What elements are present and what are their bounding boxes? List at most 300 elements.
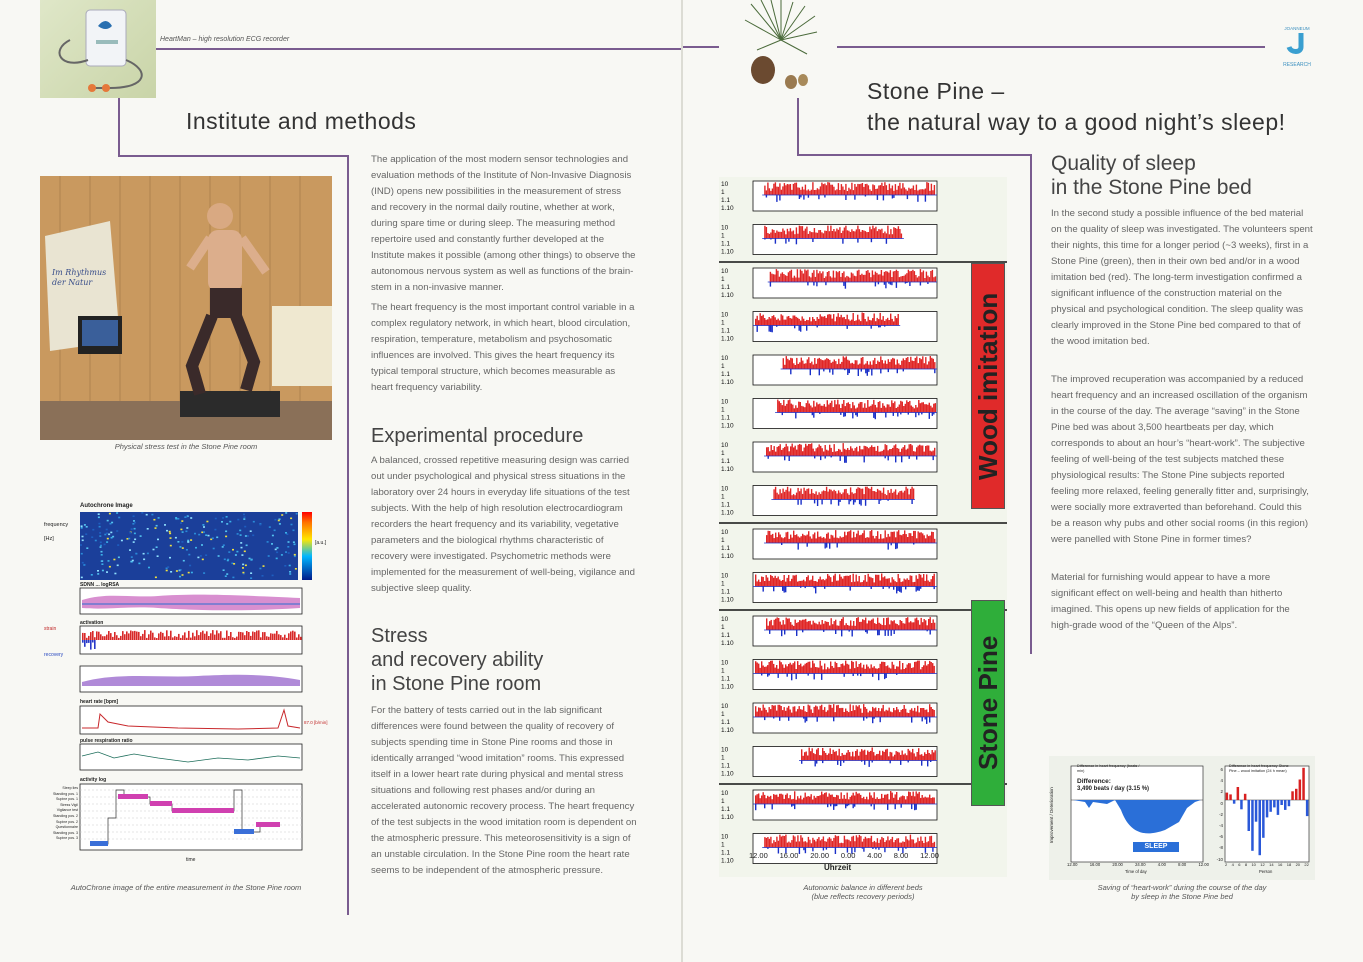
strip-activation-mark bbox=[789, 539, 790, 543]
strip-activation-mark bbox=[905, 836, 906, 847]
strip-activation-mark bbox=[878, 575, 879, 587]
spectrogram-cell bbox=[117, 565, 119, 567]
strip-activation-mark bbox=[818, 579, 819, 586]
spectrogram-cell bbox=[135, 553, 137, 555]
strip-activation-mark bbox=[847, 493, 848, 499]
strip-activation-mark bbox=[901, 796, 902, 804]
strip-activation-mark bbox=[811, 321, 812, 325]
strip-activation-mark bbox=[806, 227, 807, 239]
spectrogram-cell bbox=[285, 532, 287, 534]
activation-bar bbox=[134, 631, 136, 640]
autochrone-panel-activity: activity log bbox=[80, 777, 107, 783]
strip-activation-mark bbox=[812, 661, 813, 674]
activity-row-1: Sleep lies bbox=[62, 786, 78, 790]
strip-activation-mark bbox=[923, 843, 924, 848]
strip-activation-mark bbox=[911, 752, 912, 760]
recovery-bar bbox=[86, 640, 88, 643]
spectrogram-cell bbox=[285, 512, 287, 514]
strip-activation-mark bbox=[862, 798, 863, 804]
strip-activation-mark bbox=[764, 186, 765, 195]
strip-activation-mark bbox=[916, 842, 917, 847]
strip-activation-mark bbox=[850, 189, 851, 195]
strip-activation-mark bbox=[844, 358, 845, 369]
strip-activation-mark bbox=[926, 754, 927, 761]
strip-activation-mark bbox=[781, 837, 782, 848]
strip-activation-mark bbox=[929, 582, 930, 587]
spectrogram-cell bbox=[107, 538, 109, 540]
spectrogram-cell bbox=[240, 534, 242, 536]
strip-activation-mark bbox=[898, 186, 899, 195]
spectrogram-cell bbox=[205, 534, 207, 536]
strip-recovery-mark bbox=[849, 369, 850, 373]
strip-recovery-mark bbox=[917, 195, 918, 202]
strip-activation-mark bbox=[913, 186, 914, 196]
strip-recovery-mark bbox=[878, 674, 879, 681]
strip-recovery-mark bbox=[929, 413, 930, 419]
strip-activation-mark bbox=[842, 273, 843, 282]
strip-activation-mark bbox=[851, 711, 852, 717]
strip-activation-mark bbox=[788, 400, 789, 412]
strip-activation-mark bbox=[823, 537, 824, 543]
spectrogram-cell bbox=[237, 533, 239, 535]
strip-recovery-mark bbox=[810, 369, 811, 375]
strip-activation-mark bbox=[794, 495, 795, 499]
activation-bar bbox=[278, 634, 280, 640]
strip-activation-mark bbox=[892, 621, 893, 630]
spectrogram-cell bbox=[182, 547, 184, 549]
strip-activation-mark bbox=[874, 358, 875, 369]
strip-recovery-mark bbox=[895, 456, 896, 462]
strip-activation-mark bbox=[822, 360, 823, 369]
strip-activation-mark bbox=[862, 668, 863, 674]
strip-recovery-mark bbox=[781, 630, 782, 636]
strip-recovery-mark bbox=[917, 587, 918, 591]
strip-activation-mark bbox=[775, 452, 776, 456]
strip-y-tick: 1.10 bbox=[721, 640, 734, 647]
strip-activation-mark bbox=[790, 446, 791, 456]
strip-activation-mark bbox=[929, 704, 930, 717]
strip-activation-mark bbox=[850, 530, 851, 543]
photo-caption: Physical stress test in the Stone Pine room bbox=[114, 442, 258, 451]
strip-activation-mark bbox=[898, 800, 899, 804]
strip-recovery-mark bbox=[897, 543, 898, 549]
strip-activation-mark bbox=[904, 669, 905, 674]
photo-poster-text: Im Rhythmus der Natur bbox=[52, 268, 107, 287]
strip-activation-mark bbox=[902, 183, 903, 195]
strip-activation-mark bbox=[920, 708, 921, 717]
strip-x-label: Uhrzeit bbox=[824, 863, 852, 872]
strip-activation-mark bbox=[827, 755, 828, 761]
strip-activation-mark bbox=[865, 837, 866, 848]
strip-x-tick-1: 12.00 bbox=[749, 851, 768, 860]
strip-activation-mark bbox=[869, 227, 870, 239]
strip-recovery-mark bbox=[867, 630, 868, 634]
strip-activation-mark bbox=[800, 402, 801, 413]
strip-activation-mark bbox=[808, 357, 809, 369]
strip-activation-mark bbox=[857, 667, 858, 674]
strip-activation-mark bbox=[934, 185, 935, 195]
strip-activation-mark bbox=[788, 575, 789, 587]
activation-bar bbox=[104, 636, 106, 640]
strip-activation-mark bbox=[932, 270, 933, 282]
hw-left-x-tick-6: 8.00 bbox=[1178, 862, 1187, 867]
activation-bar bbox=[246, 631, 248, 640]
strip-row bbox=[721, 181, 937, 212]
strip-activation-mark bbox=[788, 798, 789, 804]
strip-activation-mark bbox=[886, 840, 887, 847]
strip-activation-mark bbox=[872, 668, 873, 674]
strip-activation-mark bbox=[881, 229, 882, 239]
strip-recovery-mark bbox=[835, 630, 836, 634]
strip-activation-mark bbox=[845, 319, 846, 325]
spectrogram-cell bbox=[82, 562, 84, 564]
strip-activation-mark bbox=[811, 489, 812, 500]
strip-activation-mark bbox=[827, 839, 828, 848]
hw-y-tick-5: -2 bbox=[1219, 811, 1223, 817]
strip-activation-mark bbox=[932, 797, 933, 804]
strip-activation-mark bbox=[917, 794, 918, 804]
strip-activation-mark bbox=[773, 274, 774, 282]
strip-activation-mark bbox=[814, 190, 815, 195]
strip-activation-mark bbox=[784, 183, 785, 195]
autochrone-image-title: Autochrone Image bbox=[80, 503, 133, 509]
strip-recovery-mark bbox=[773, 587, 774, 592]
strip-activation-mark bbox=[893, 842, 894, 847]
strip-activation-mark bbox=[905, 580, 906, 587]
strip-activation-mark bbox=[791, 190, 792, 195]
activation-bar bbox=[210, 633, 212, 640]
spectrogram-cell bbox=[111, 522, 113, 524]
strip-activation-mark bbox=[814, 796, 815, 804]
strip-y-tick: 1 bbox=[721, 189, 725, 196]
strip-activation-mark bbox=[898, 838, 899, 847]
spectrogram-cell bbox=[180, 529, 182, 531]
spectrogram-cell bbox=[182, 574, 184, 576]
spectrogram-cell bbox=[99, 535, 101, 537]
strip-activation-mark bbox=[883, 577, 884, 586]
strip-recovery-mark bbox=[888, 369, 889, 372]
strip-recovery-mark bbox=[763, 587, 764, 592]
strip-activation-mark bbox=[913, 582, 914, 586]
strip-activation-mark bbox=[921, 272, 922, 282]
strip-activation-mark bbox=[835, 321, 836, 325]
strip-activation-mark bbox=[811, 580, 812, 587]
strip-recovery-mark bbox=[787, 674, 788, 677]
strip-activation-mark bbox=[922, 578, 923, 587]
strip-recovery-mark bbox=[877, 195, 878, 200]
strip-activation-mark bbox=[793, 184, 794, 195]
strip-activation-mark bbox=[887, 749, 888, 761]
strip-row bbox=[721, 225, 937, 256]
strip-activation-mark bbox=[809, 276, 810, 282]
strip-activation-mark bbox=[777, 617, 778, 630]
strip-activation-mark bbox=[778, 232, 779, 239]
quality-paragraph-2: The improved recuperation was accompanied by a reduced heart frequency and an increased oscillation of the organism in the course of the day. The average “saving” in the Stone Pine bed was about 3,500 heartbeats per day, which corresponds to about an hour’s “heart-work”. The subjective feeling of well-being of the test subjects matched these physiological results: The Stone Pine subjects reported feeling more relaxed, feeling generally fitter and, surprisingly, were socially more extraverted than beforehand. Could this be a reason why pubs and other social rooms (in this region) were panelled with Stone Pine in former times? bbox=[1051, 374, 1309, 545]
strip-activation-mark bbox=[911, 487, 912, 500]
strip-activation-mark bbox=[893, 403, 894, 412]
strip-activation-mark bbox=[764, 581, 765, 587]
spectrogram-cell bbox=[175, 517, 177, 519]
experimental-text: A balanced, crossed repetitive measuring design was carried out under psychological and physical stress situations in the laboratory over 24 hours in everyday life situations of the test subjects. With the help of high resolution electrocardiogram recorders the heart frequency and its variability, vegetative parameters and the biological rhythms characteristic of recovery were investigated. Psychometric methods were implemented for the measurement of well-being, vigilance and subjective sleep quality. bbox=[371, 455, 635, 594]
strip-activation-mark bbox=[769, 531, 770, 543]
strip-activation-mark bbox=[859, 622, 860, 630]
strip-activation-mark bbox=[770, 661, 771, 674]
strip-activation-mark bbox=[830, 185, 831, 195]
strip-activation-mark bbox=[846, 403, 847, 412]
strip-activation-mark bbox=[873, 447, 874, 456]
strip-activation-mark bbox=[836, 317, 837, 326]
strip-recovery-mark bbox=[925, 195, 926, 202]
strip-activation-mark bbox=[841, 843, 842, 848]
strip-activation-mark bbox=[848, 277, 849, 282]
strip-activation-mark bbox=[915, 405, 916, 413]
strip-activation-mark bbox=[816, 402, 817, 412]
strip-activation-mark bbox=[775, 233, 776, 239]
spectrogram-cell bbox=[284, 565, 286, 567]
strip-activation-mark bbox=[816, 538, 817, 543]
strip-recovery-mark bbox=[893, 195, 894, 198]
strip-activation-mark bbox=[842, 231, 843, 239]
strip-activation-mark bbox=[798, 402, 799, 413]
strip-activation-mark bbox=[874, 491, 875, 499]
strip-activation-mark bbox=[827, 272, 828, 282]
strip-recovery-mark bbox=[806, 717, 807, 721]
strip-recovery-mark bbox=[847, 369, 848, 375]
strip-activation-mark bbox=[932, 408, 933, 413]
activation-bar bbox=[198, 635, 200, 640]
strip-recovery-mark bbox=[900, 761, 901, 765]
strip-y-tick: 1.10 bbox=[721, 205, 734, 212]
strip-activation-mark bbox=[838, 705, 839, 717]
strip-activation-mark bbox=[893, 756, 894, 760]
strip-activation-mark bbox=[895, 316, 896, 325]
spectrogram-cell bbox=[158, 517, 160, 519]
strip-activation-mark bbox=[766, 190, 767, 195]
strip-activation-mark bbox=[775, 576, 776, 587]
strip-activation-mark bbox=[832, 452, 833, 456]
strip-activation-mark bbox=[855, 751, 856, 761]
activation-bar bbox=[160, 632, 162, 640]
strip-recovery-mark bbox=[826, 543, 827, 548]
strip-activation-mark bbox=[772, 799, 773, 804]
strip-x-tick-6: 8.00 bbox=[893, 851, 909, 860]
strip-activation-mark bbox=[883, 798, 884, 804]
strip-activation-mark bbox=[907, 191, 908, 195]
strip-activation-mark bbox=[814, 533, 815, 544]
strip-activation-mark bbox=[901, 189, 902, 196]
strip-recovery-mark bbox=[934, 369, 935, 373]
strip-activation-mark bbox=[872, 404, 873, 412]
strip-activation-mark bbox=[928, 841, 929, 847]
strip-activation-mark bbox=[848, 319, 849, 325]
strip-activation-mark bbox=[871, 530, 872, 543]
strip-recovery-mark bbox=[840, 456, 841, 461]
strip-activation-mark bbox=[799, 362, 800, 369]
strip-activation-mark bbox=[826, 842, 827, 848]
strip-activation-mark bbox=[868, 799, 869, 804]
strip-activation-mark bbox=[934, 666, 935, 674]
strip-activation-mark bbox=[819, 404, 820, 413]
strip-activation-mark bbox=[769, 317, 770, 326]
strip-activation-mark bbox=[814, 494, 815, 500]
spectrogram-cell bbox=[288, 541, 290, 543]
strip-activation-mark bbox=[871, 836, 872, 848]
strip-activation-mark bbox=[881, 708, 882, 717]
strip-activation-mark bbox=[929, 795, 930, 804]
spectrogram-cell bbox=[215, 518, 217, 520]
strip-activation-mark bbox=[898, 709, 899, 717]
strip-activation-mark bbox=[763, 666, 764, 674]
activation-bar bbox=[146, 638, 148, 640]
spectrogram-cell bbox=[212, 537, 214, 539]
strip-activation-mark bbox=[832, 624, 833, 630]
strip-activation-mark bbox=[855, 276, 856, 282]
strip-activation-mark bbox=[919, 533, 920, 543]
strip-activation-mark bbox=[768, 531, 769, 543]
strip-activation-mark bbox=[910, 835, 911, 848]
strip-recovery-mark bbox=[852, 630, 853, 637]
strip-activation-mark bbox=[804, 364, 805, 369]
strip-recovery-mark bbox=[805, 717, 806, 723]
strip-recovery-mark bbox=[857, 413, 858, 417]
right-title-line-2: the natural way to a good night’s sleep! bbox=[867, 109, 1286, 135]
strip-activation-mark bbox=[912, 407, 913, 413]
strip-activation-mark bbox=[822, 538, 823, 543]
strip-activation-mark bbox=[923, 402, 924, 412]
strip-activation-mark bbox=[863, 187, 864, 195]
strip-activation-mark bbox=[915, 757, 916, 761]
hw-y-ticks bbox=[1209, 764, 1223, 864]
activation-bar bbox=[222, 638, 224, 640]
strip-activation-mark bbox=[897, 407, 898, 413]
strip-activation-mark bbox=[787, 229, 788, 239]
strip-activation-mark bbox=[830, 795, 831, 804]
strip-activation-mark bbox=[836, 663, 837, 674]
spectrogram-cell bbox=[98, 523, 100, 525]
strip-activation-mark bbox=[886, 319, 887, 325]
strip-activation-mark bbox=[839, 667, 840, 673]
strip-activation-mark bbox=[764, 708, 765, 717]
spectrogram-cell bbox=[134, 522, 136, 524]
strip-activation-mark bbox=[812, 493, 813, 499]
strip-activation-mark bbox=[779, 277, 780, 282]
autochrone-chart bbox=[38, 500, 338, 872]
strip-activation-mark bbox=[863, 275, 864, 282]
strip-y-tick: 1 bbox=[721, 580, 725, 588]
strip-activation-mark bbox=[858, 451, 859, 456]
strip-activation-mark bbox=[870, 531, 871, 543]
strip-activation-mark bbox=[811, 443, 812, 456]
strip-activation-mark bbox=[910, 575, 911, 586]
activation-bar bbox=[282, 637, 284, 640]
strip-activation-mark bbox=[926, 404, 927, 412]
strip-activation-mark bbox=[879, 452, 880, 456]
hw-y-tick-8: -8 bbox=[1219, 845, 1223, 851]
strip-activation-mark bbox=[841, 577, 842, 587]
strip-activation-mark bbox=[881, 270, 882, 282]
strip-activation-mark bbox=[889, 799, 890, 804]
strip-activation-mark bbox=[898, 314, 899, 326]
strip-activation-mark bbox=[904, 530, 905, 543]
strip-activation-mark bbox=[856, 792, 857, 804]
strip-activation-mark bbox=[832, 231, 833, 239]
strip-activation-mark bbox=[797, 234, 798, 239]
strip-recovery-mark bbox=[888, 456, 889, 460]
spectrogram-cell bbox=[276, 558, 278, 560]
stress-heading-line-2: and recovery ability bbox=[371, 649, 544, 671]
activation-bar bbox=[280, 635, 282, 640]
strip-activation-mark bbox=[866, 232, 867, 238]
strip-activation-mark bbox=[874, 708, 875, 717]
spectrogram-cell bbox=[202, 559, 204, 561]
strip-activation-mark bbox=[866, 582, 867, 587]
strip-activation-mark bbox=[858, 531, 859, 544]
hw-difference-value: 3,490 beats / day (3.15 %) bbox=[1077, 786, 1150, 792]
strip-activation-mark bbox=[773, 706, 774, 717]
strip-activation-mark bbox=[799, 491, 800, 499]
strip-activation-mark bbox=[791, 319, 792, 326]
strip-activation-mark bbox=[913, 622, 914, 630]
logo-top-text: JOANNEUM bbox=[1284, 26, 1310, 31]
strip-activation-mark bbox=[844, 625, 845, 630]
hw-y-tick-9: -10 bbox=[1216, 856, 1223, 862]
strip-activation-mark bbox=[787, 578, 788, 587]
spectrogram-cell bbox=[188, 572, 190, 574]
strip-activation-mark bbox=[865, 319, 866, 326]
strip-activation-mark bbox=[903, 358, 904, 369]
strip-activation-mark bbox=[784, 537, 785, 543]
strip-activation-mark bbox=[815, 190, 816, 195]
strip-activation-mark bbox=[906, 534, 907, 543]
spectrogram-cell bbox=[181, 520, 183, 522]
strip-activation-mark bbox=[787, 184, 788, 195]
strip-activation-mark bbox=[806, 320, 807, 326]
strip-activation-mark bbox=[884, 576, 885, 586]
strip-recovery-mark bbox=[909, 456, 910, 459]
spectrogram-cell bbox=[289, 565, 291, 567]
strip-activation-mark bbox=[784, 231, 785, 239]
strip-activation-mark bbox=[815, 233, 816, 239]
activation-bar bbox=[194, 636, 196, 640]
strip-activation-mark bbox=[854, 184, 855, 195]
strip-recovery-mark bbox=[814, 674, 815, 680]
strip-activation-mark bbox=[862, 449, 863, 456]
strip-activation-mark bbox=[902, 796, 903, 805]
spectrogram-cell bbox=[182, 531, 184, 533]
strip-activation-mark bbox=[833, 797, 834, 804]
strip-recovery-mark bbox=[880, 369, 881, 373]
strip-recovery-mark bbox=[887, 804, 888, 810]
strip-activation-mark bbox=[908, 270, 909, 282]
strip-row bbox=[721, 747, 937, 778]
strip-activation-mark bbox=[878, 319, 879, 325]
strip-activation-mark bbox=[892, 493, 893, 500]
strip-activation-mark bbox=[797, 796, 798, 804]
strip-activation-mark bbox=[833, 271, 834, 282]
strip-activation-mark bbox=[935, 750, 936, 760]
strip-activation-mark bbox=[900, 277, 901, 283]
strip-activation-mark bbox=[813, 270, 814, 282]
strip-activation-mark bbox=[767, 319, 768, 325]
strip-recovery-mark bbox=[933, 456, 934, 460]
strip-activation-mark bbox=[869, 752, 870, 761]
strip-activation-mark bbox=[820, 230, 821, 239]
strip-activation-mark bbox=[831, 618, 832, 630]
strip-activation-mark bbox=[911, 188, 912, 195]
strip-activation-mark bbox=[826, 534, 827, 543]
strip-recovery-mark bbox=[829, 369, 830, 373]
strip-activation-mark bbox=[782, 580, 783, 587]
